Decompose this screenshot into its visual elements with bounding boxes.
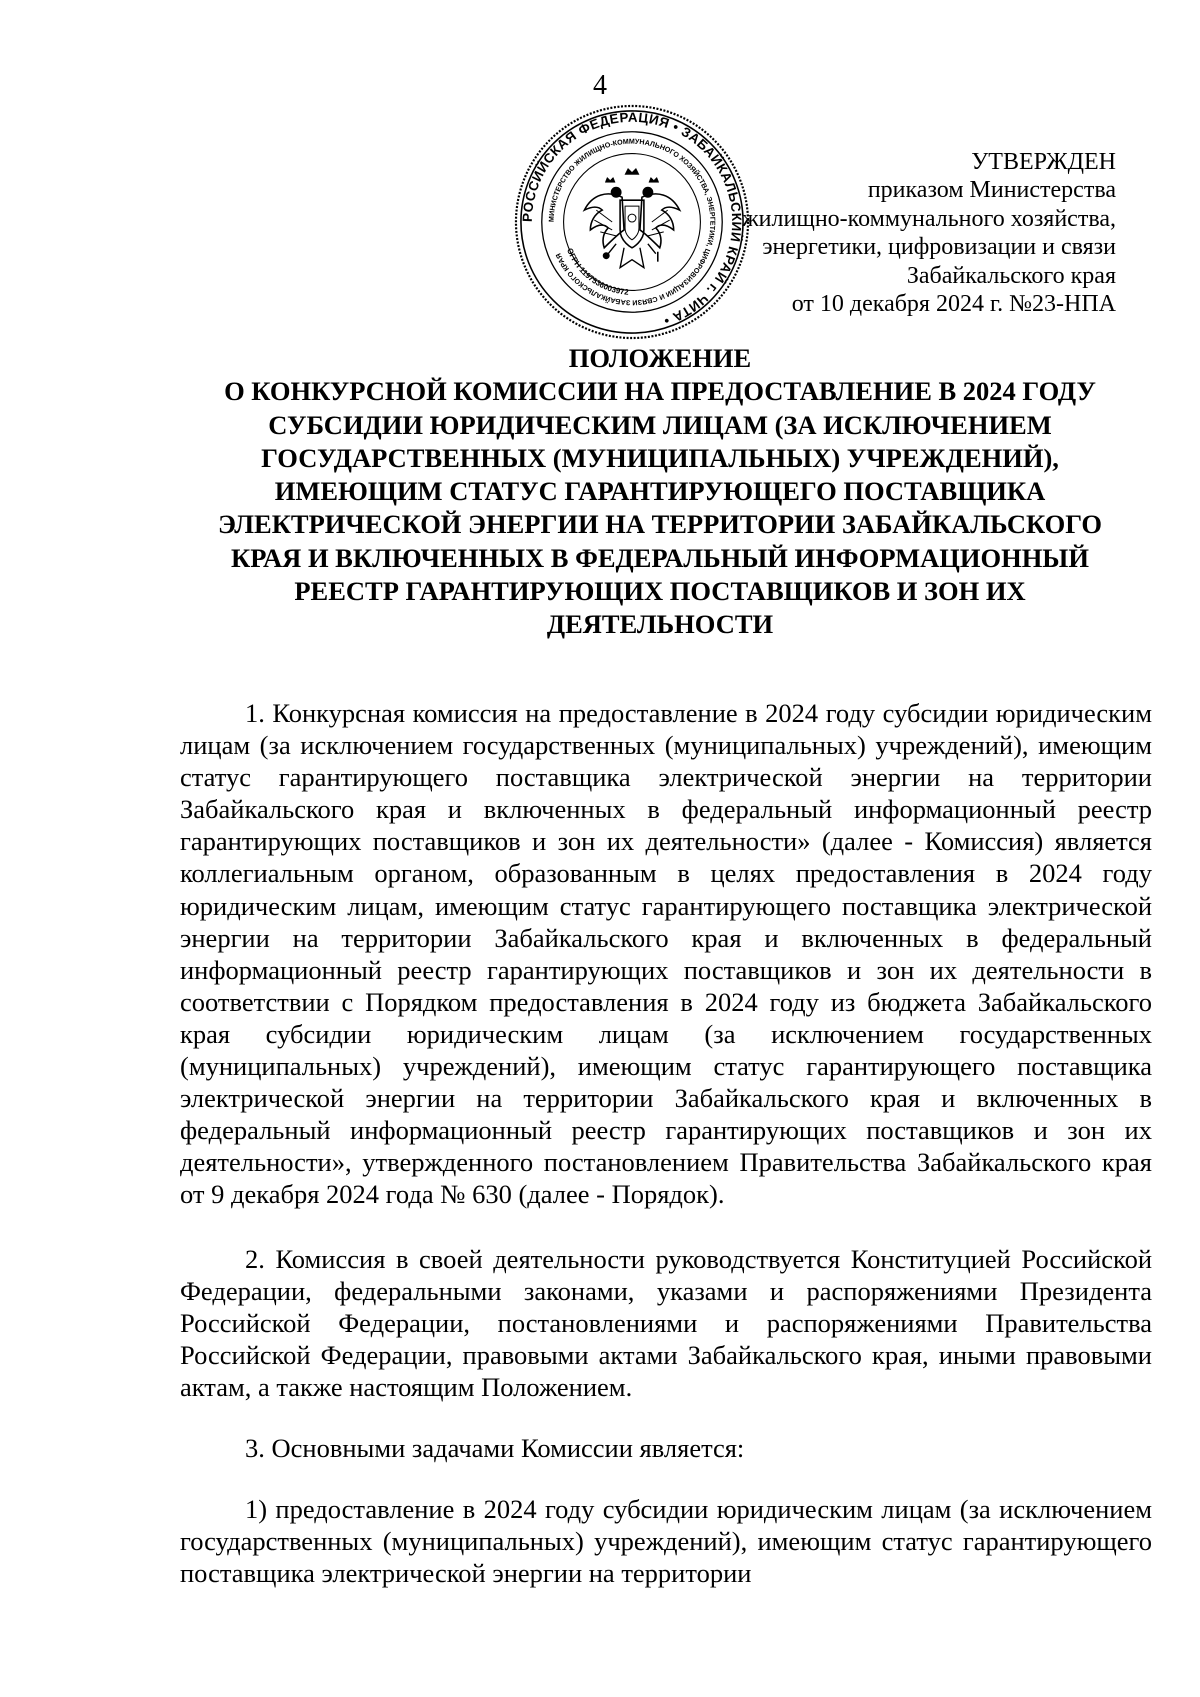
document-body [180,697,1152,1589]
title-line: ИМЕЮЩИМ СТАТУС ГАРАНТИРУЮЩЕГО ПОСТАВЩИКА [274,476,1046,507]
title-line: О КОНКУРСНОЙ КОМИССИИ НА ПРЕДОСТАВЛЕНИЕ В 2024 ГОДУ [224,376,1096,407]
approval-line: энергетики, цифровизации и связи [762,234,1116,261]
title-line: СУБСИДИИ ЮРИДИЧЕСКИМ ЛИЦАМ (ЗА ИСКЛЮЧЕНИЕМ [268,409,1052,440]
approval-line: жилищно-коммунального хозяйства, [742,205,1116,232]
document-title [168,342,1152,642]
approval-block [656,148,1116,318]
approval-line: приказом Министерства [867,177,1116,204]
title-line: ЭЛЕКТРИЧЕСКОЙ ЭНЕРГИИ НА ТЕРРИТОРИИ ЗАБАЙКАЛЬСКОГО [217,509,1103,540]
approval-line: от 10 декабря 2024 г. №23-НПА [791,291,1116,318]
svg-text:ОГРН 1197536003972 [565,247,630,297]
seal-ogrn-text: ОГРН 1197536003972 [564,246,630,297]
title-line: ГОСУДАРСТВЕННЫХ (МУНИЦИПАЛЬНЫХ) УЧРЕЖДЕНИЙ), [261,442,1059,473]
page-number: 4 [593,70,607,101]
paragraph-3-item-1: 1) предоставление в 2024 году субсидии юридическим лицам (за исключением государственных (муниципальных) учреждений), имеющим статус гарантирующего поставщика электрической энергии на территории [180,1494,1152,1589]
approval-line: Забайкальского края [906,262,1116,289]
approval-line: УТВЕРЖДЕН [971,149,1116,175]
title-line: ПОЛОЖЕНИЕ [568,343,752,373]
paragraph-3: 3. Основными задачами Комиссии является: [245,1432,745,1463]
title-line: КРАЯ И ВКЛЮЧЕННЫХ В ФЕДЕРАЛЬНЫЙ ИНФОРМАЦИОННЫЙ [231,542,1089,573]
paragraph-2: 2. Комиссия в своей деятельности руководствуется Конституцией Российской Федерации, федеральными законами, указами и распоряжениями Президента Российской Федерации, постановлениями и распоряжениями Правительства Российской Федерации, правовыми актами Забайкальского края, иными правовыми актам, а также настоящим Положением. [180,1243,1152,1402]
seal-inner-text: МИНИСТЕРСТВО ЖИЛИЩНО-КОММУНАЛЬНОГО ХОЗЯЙСТВА, ЭНЕРГЕТИКИ, ЦИФРОВИЗАЦИИ И СВЯЗИ ЗАБАЙКАЛЬСКОГО КРАЯ [547,137,717,307]
paragraph-1: 1. Конкурсная комиссия на предоставление в 2024 году субсидии юридическим лицам (за исключением государственных (муниципальных) учреждений), имеющим статус гарантирующего поставщика электрической энергии на территории Забайкальского края и включенных в федеральный информационный реестр гарантирующих поставщиков и зон их деятельности» (далее - Комиссия) является коллегиальным органом, образованным в целях предоставления в 2024 году юридическим лицам, имеющим статус гарантирующего поставщика электрической энергии на территории Забайкальского края и включенных в федеральный информационный реестр гарантирующих поставщиков и зон их деятельности в соответствии с Порядком предоставления в 2024 году из бюджета Забайкальского края субсидии юридическим лицам (за исключением государственных (муниципальных) учреждений), имеющим статус гарантирующего поставщика электрической энергии на территории Забайкальского края и включенных в федеральный информационный реестр гарантирующих поставщиков и зон их деятельности», утвержденного постановлением Правительства Забайкальского края от 9 декабря 2024 года № 630 (далее - Порядок). [180,698,1152,1210]
title-line: РЕЕСТР ГАРАНТИРУЮЩИХ ПОСТАВЩИКОВ И ЗОН ИХ [294,576,1026,607]
seal-outer-text: РОССИЙСКАЯ ФЕДЕРАЦИЯ • ЗАБАЙКАЛЬСКИЙ КРАЙ г. ЧИТА • [519,109,745,329]
title-line: ДЕЯТЕЛЬНОСТИ [546,609,774,640]
